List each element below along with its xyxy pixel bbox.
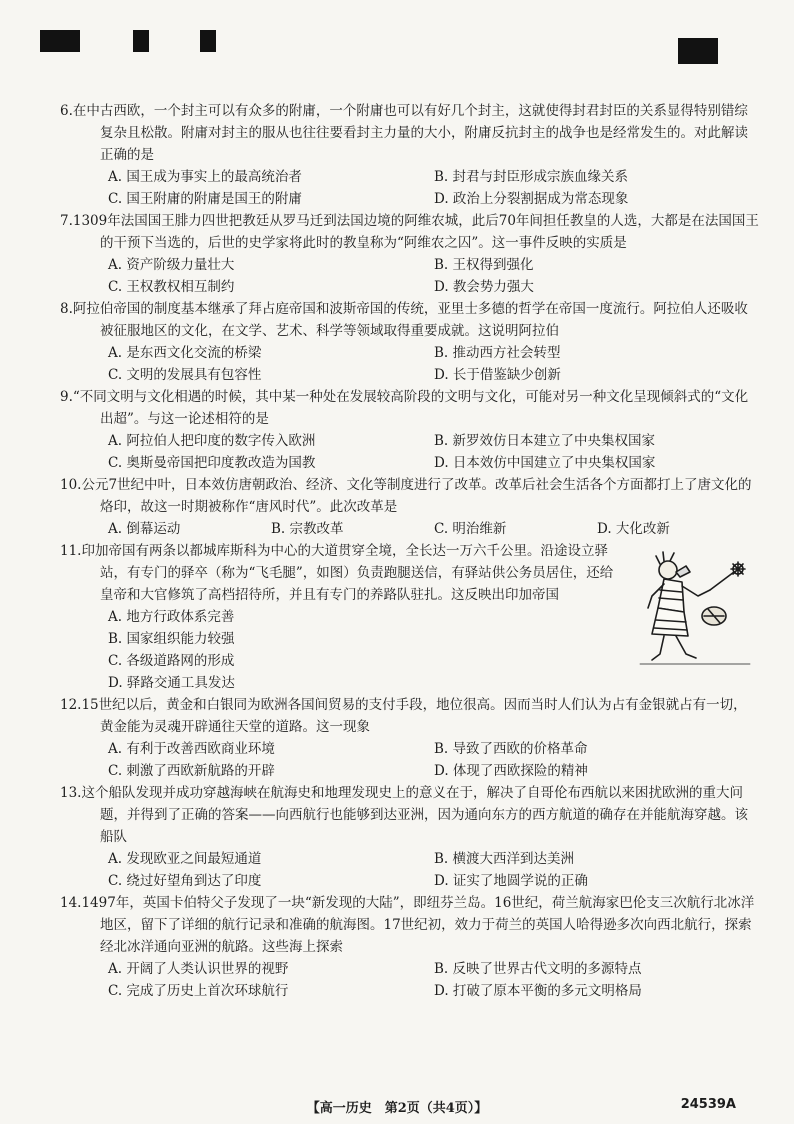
question-stem: 13.这个船队发现并成功穿越海峡在航海史和地理发现史上的意义在于，解决了自哥伦布西航以来困扰欧洲的重大问题，并得到了正确的答案——向西航行也能够到达亚洲，因为通向东方的西方航道的确存在并能航海穿越。该船队	[60, 785, 748, 845]
option-c: C. 刺激了西欧新航路的开辟	[108, 763, 275, 779]
option-b: B. 宗教改革	[271, 521, 344, 537]
question-stem: 10.公元7世纪中叶，日本效仿唐朝政治、经济、文化等制度进行了改革。改革后社会生活各个方面都打上了唐文化的烙印，故这一时期被称作“唐风时代”。此次改革是	[60, 477, 752, 515]
question-8	[60, 298, 760, 386]
registration-mark	[200, 30, 216, 52]
option-c: C. 完成了历史上首次环球航行	[108, 983, 289, 999]
exam-page	[60, 100, 760, 1002]
option-a: A. 开阔了人类认识世界的视野	[108, 961, 289, 977]
option-c: C. 奥斯曼帝国把印度教改造为国教	[108, 455, 316, 471]
option-c: C. 各级道路网的形成	[108, 653, 235, 669]
option-a: A. 是东西文化交流的桥梁	[108, 345, 262, 361]
registration-mark	[133, 30, 149, 52]
question-stem: 12.15世纪以后，黄金和白银同为欧洲各国间贸易的支付手段，地位很高。因而当时人们认为占有金银就占有一切，黄金能为灵魂开辟通往天堂的道路。这一现象	[60, 697, 747, 735]
question-stem: 8.阿拉伯帝国的制度基本继承了拜占庭帝国和波斯帝国的传统，亚里士多德的哲学在帝国一度流行。阿拉伯人还吸收被征服地区的文化，在文学、艺术、科学等领域取得重要成就。这说明阿拉伯	[60, 301, 748, 339]
option-c: C. 明治维新	[434, 521, 507, 537]
option-d: D. 政治上分裂割据成为常态现象	[434, 191, 629, 207]
question-6	[60, 100, 760, 210]
option-d: D. 证实了地圆学说的正确	[434, 873, 588, 889]
option-a: A. 国王成为事实上的最高统治者	[108, 169, 302, 185]
option-c: C. 国王附庸的附庸是国王的附庸	[108, 191, 302, 207]
option-b: B. 横渡大西洋到达美洲	[434, 851, 575, 867]
option-d: D. 长于借鉴缺少创新	[434, 367, 561, 383]
option-a: A. 资产阶级力量壮大	[108, 257, 235, 273]
option-d: D. 驿路交通工具发达	[108, 675, 235, 691]
option-b: B. 反映了世界古代文明的多源特点	[434, 961, 642, 977]
registration-mark	[40, 30, 80, 52]
footer-page-label: 【高一历史 第2页（共4页）】	[306, 1101, 488, 1116]
question-stem: 11.印加帝国有两条以都城库斯科为中心的大道贯穿全境，全长达一万六千公里。沿途设立驿站，有专门的驿卒（称为“飞毛腿”，如图）负责跑腿送信，有驿站供公务员居住，还给皇帝和大官修筑了高档招待所，并且有专门的养路队驻扎。这反映出印加帝国	[60, 543, 614, 603]
option-b: B. 导致了西欧的价格革命	[434, 741, 588, 757]
question-7	[60, 210, 760, 298]
question-stem: 6.在中古西欧，一个封主可以有众多的附庸，一个附庸也可以有好几个封主，这就使得封君封臣的关系显得特别错综复杂且松散。附庸对封主的服从也往往要看封主力量的大小，附庸反抗封主的战争也是经常发生的。对此解读正确的是	[60, 103, 748, 163]
question-12	[60, 694, 760, 782]
option-d: D. 日本效仿中国建立了中央集权国家	[434, 455, 656, 471]
option-b: B. 王权得到强化	[434, 257, 534, 273]
option-c: C. 王权教权相互制约	[108, 279, 235, 295]
question-stem: 14.1497年，英国卡伯特父子发现了一块“新发现的大陆”，即纽芬兰岛。16世纪，荷兰航海家巴伦支三次航行北冰洋地区，留下了详细的航行记录和准确的航海图。17世纪初，效力于荷兰的英国人哈得逊多次向西北航行，探索经北冰洋通向亚洲的航路。这些海上探索	[60, 895, 755, 955]
question-stem: 7.1309年法国国王腓力四世把教廷从罗马迁到法国边境的阿维农城，此后70年间担任教皇的人选，大都是在法国国王的干预下当选的，后世的史学家将此时的教皇称为“阿维农之囚”。这一事件反映的实质是	[60, 213, 759, 251]
option-d: D. 教会势力强大	[434, 279, 534, 295]
question-9	[60, 386, 760, 474]
registration-mark	[678, 38, 718, 64]
option-b: B. 封君与封臣形成宗族血缘关系	[434, 169, 629, 185]
option-d: D. 体现了西欧探险的精神	[434, 763, 588, 779]
option-b: B. 新罗效仿日本建立了中央集权国家	[434, 433, 656, 449]
option-b: B. 国家组织能力较强	[108, 631, 235, 647]
option-c: C. 绕过好望角到达了印度	[108, 873, 262, 889]
inca-runner-illustration	[630, 550, 760, 670]
option-d: D. 大化改新	[597, 521, 670, 537]
option-a: A. 发现欧亚之间最短通道	[108, 851, 262, 867]
option-c: C. 文明的发展具有包容性	[108, 367, 262, 383]
page-footer	[0, 1097, 794, 1119]
question-11	[60, 540, 760, 694]
footer-exam-code: 24539A	[680, 1097, 736, 1112]
option-a: A. 倒幕运动	[108, 521, 181, 537]
question-14	[60, 892, 760, 1002]
option-b: B. 推动西方社会转型	[434, 345, 561, 361]
question-10	[60, 474, 760, 540]
question-stem: 9.“不同文明与文化相遇的时候，其中某一种处在发展较高阶段的文明与文化，可能对另一种文化呈现倾斜式的“文化出超”。与这一论述相符的是	[60, 389, 749, 427]
option-a: A. 地方行政体系完善	[108, 609, 235, 625]
option-a: A. 阿拉伯人把印度的数字传入欧洲	[108, 433, 316, 449]
option-d: D. 打破了原本平衡的多元文明格局	[434, 983, 642, 999]
question-13	[60, 782, 760, 892]
option-a: A. 有利于改善西欧商业环境	[108, 741, 275, 757]
